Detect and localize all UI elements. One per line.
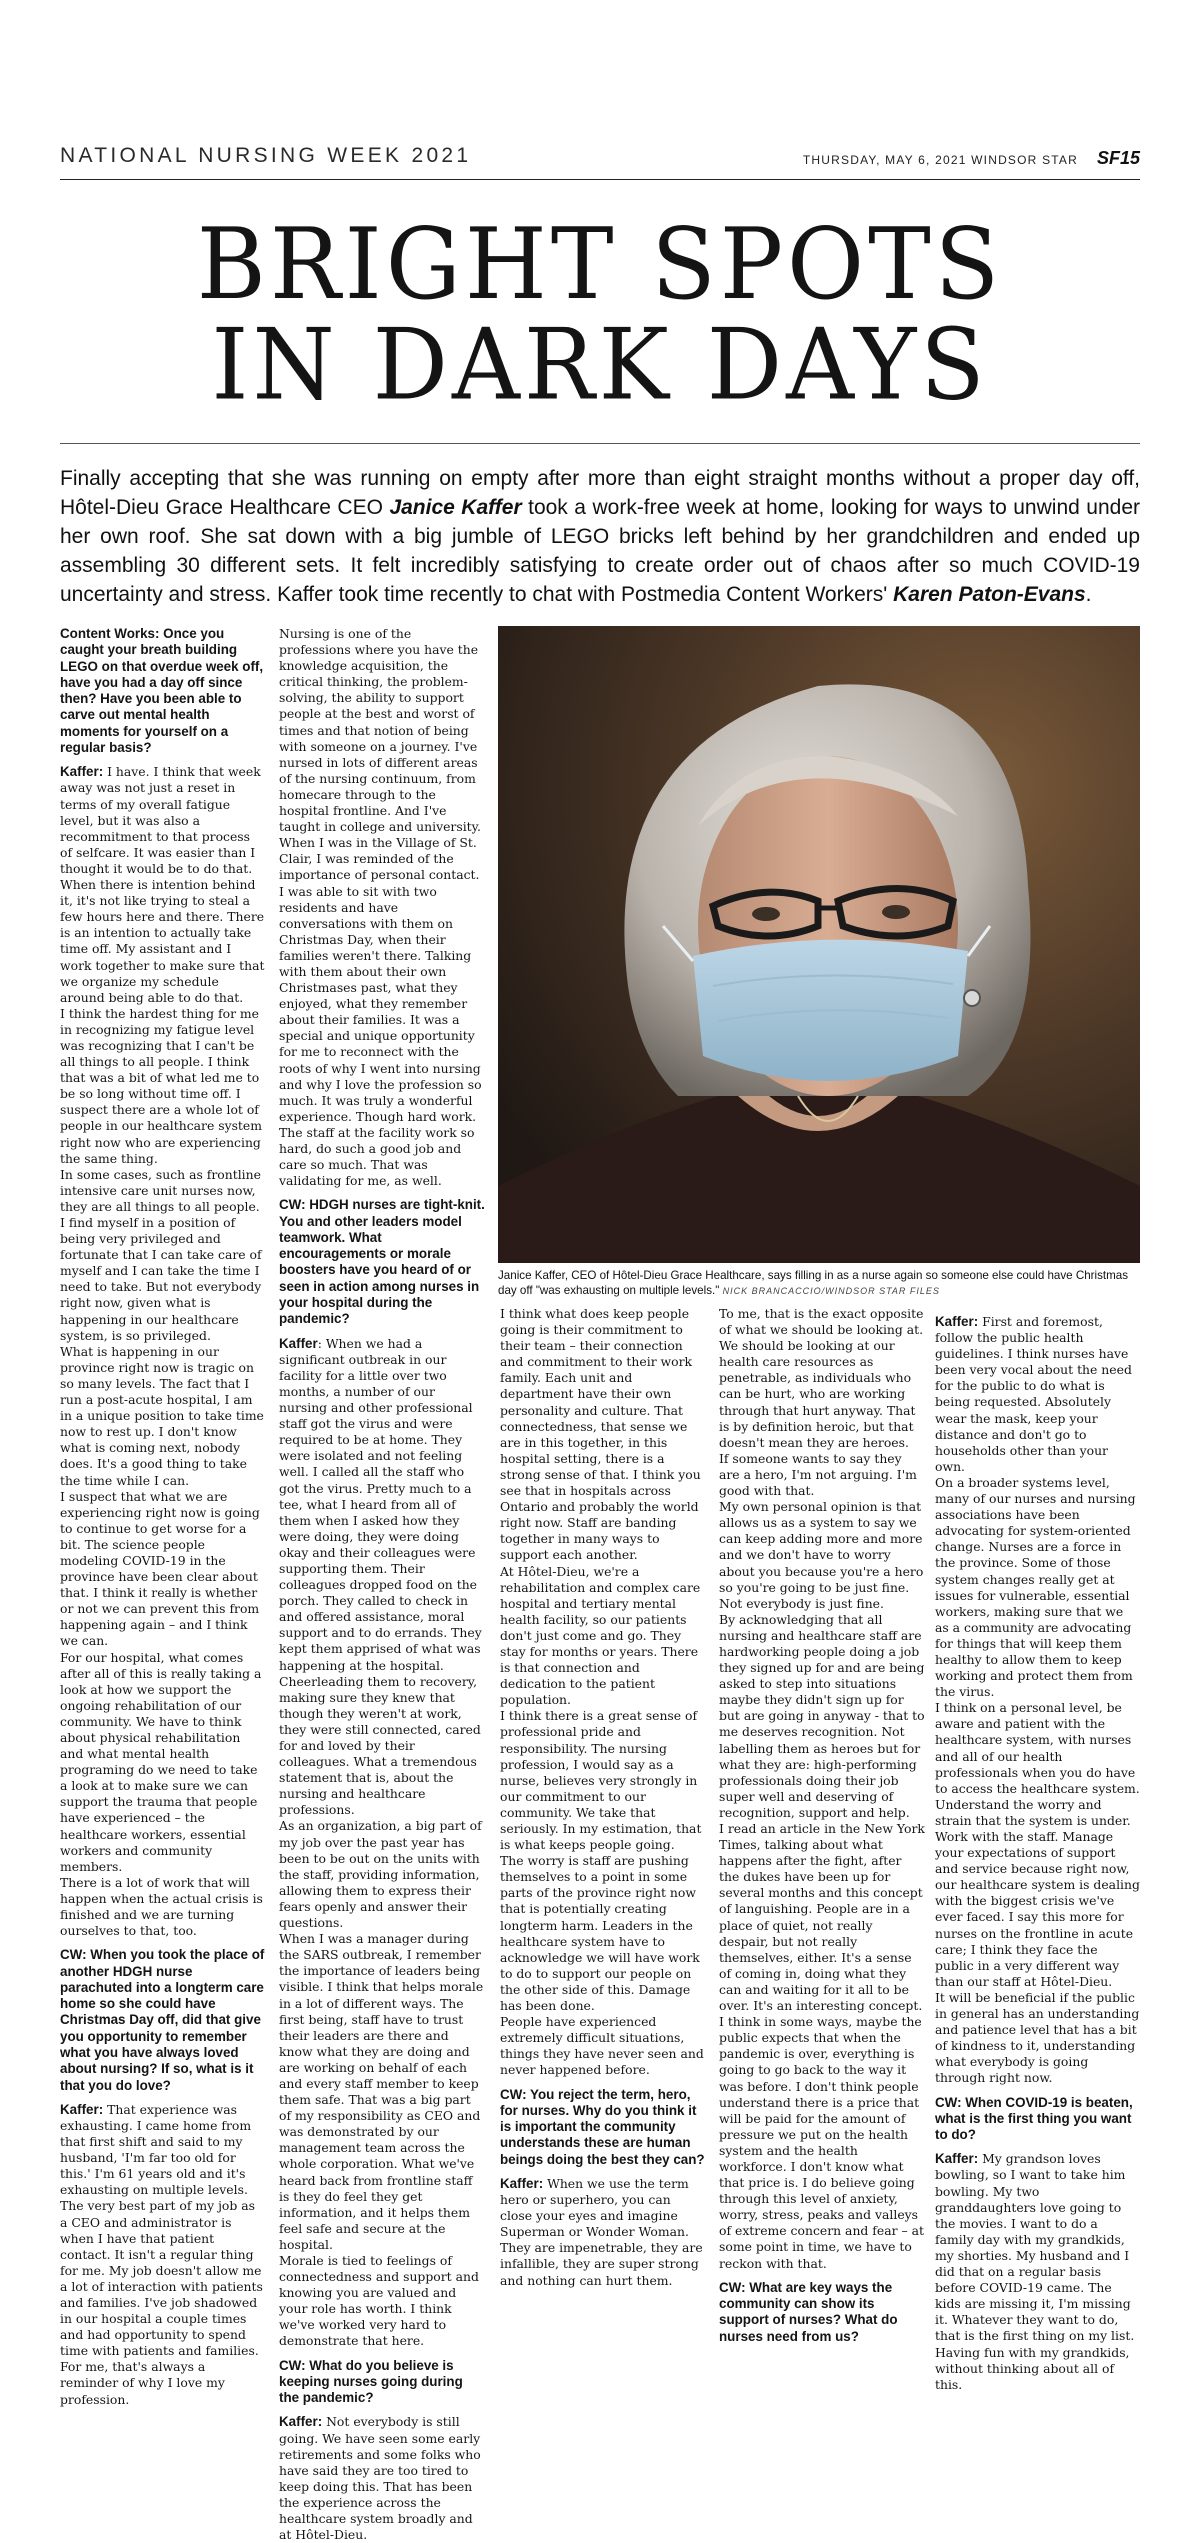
answer-label: Kaffer: bbox=[500, 2175, 544, 2191]
portrait-illustration bbox=[498, 626, 1140, 1263]
deck-text-2: took a work-free week at home, looking for ways to unwind under her own roof. She sat down with a big jumble of LEGO bricks left behind by her grandchildren and ended up assembling 30 different sets. It felt incredibly satisfying to create order out of chaos after so much COVID-19 uncertainty and stress. Kaffer took time recently to chat with Postmedia Content Workers' bbox=[60, 496, 1140, 606]
paragraph: People have experienced extremely difficult situations, things they have never seen and never happened before. bbox=[500, 2014, 704, 2078]
question-label: CW: bbox=[279, 2357, 306, 2373]
paragraph: For our hospital, what comes after all of this is really taking a look at how we support the ongoing rehabilitation of our community. We have to think about physical rehabilitation and what mental health programing do we need to take a look at to make sure we can support the trauma that people have experienced – the healthcare workers, essential workers and community members. bbox=[60, 1649, 262, 1874]
paragraph: My own personal opinion is that allows us as a system to say we can keep adding more and more and we don't have to worry about you because you're a hero so you're going to be just fine. Not everybody is just fine. bbox=[719, 1499, 924, 1611]
paragraph: The very best part of my job as a CEO and administrator is when I have that patient contact. It isn't a regular thing for me. My job doesn't allow me a lot of interaction with patients and families. I've job shadowed in our hospital a couple times and had opportunity to spend time with patients and families. For me, that's always a reminder of why I love my profession. bbox=[60, 2198, 263, 2407]
answer-text: That experience was exhausting. I came home from that first shift and said to my husband, 'I'm far too old for this.' I'm 61 years old and it's exhausting on multiple levels. bbox=[60, 2101, 252, 2198]
answer-label: Kaffer: bbox=[935, 1314, 979, 1329]
answer-text: When we use the term hero or superhero, you can close your eyes and imagine Superman or Wonder Woman. They are impenetrable, they are infallible, they are super strong and nothing can hurt them. bbox=[500, 2175, 703, 2288]
masthead bbox=[60, 140, 1140, 180]
question-5 bbox=[500, 2087, 706, 2168]
question-label: CW: bbox=[60, 1947, 87, 1963]
answer-2 bbox=[60, 2102, 265, 2199]
deck-name-author: Karen Paton-Evans bbox=[893, 583, 1086, 606]
answer-text: My grandson loves bowling, so I want to take him bowling. My two granddaughters love going to the movies. I want to do a family day with my grandkids, my shorties. My husband and I did that on a regular basis before COVID-19 came. The kids are missing it, I'm missing it. Whatever they want to do, that is the first thing on my list. Having fun with my grandkids, without thinking about all of this. bbox=[935, 2151, 1135, 2392]
answer-text: Not everybody is still going. We have seen some early retirements and some folks who have said they are too tired to keep doing this. That has been the experience across the healthcare system broadly and at Hôtel-Dieu. bbox=[279, 2414, 481, 2543]
answer-1 bbox=[60, 764, 265, 1005]
question-text: You reject the term, hero, for nurses. Why do you think it is important the community understands these are human beings doing the best they can? bbox=[500, 2086, 705, 2167]
headline-divider bbox=[60, 443, 1140, 444]
answer-label: Kaffer: bbox=[60, 764, 104, 780]
paragraph: I think in some ways, maybe the public expects that when the pandemic is over, everything is going to go back to the way it was before. I don't think people understand there is a price that will be paid for the amount of pressure we put on the health system and the health workforce. I don't know what that price is. I do believe going through this level of anxiety, worry, stress, peaks and valleys of extreme concern and fear – at some point in time, we have to reckon with that. bbox=[719, 2014, 924, 2271]
question-text: HDGH nurses are tight-knit. You and other leaders model teamwork. What encouragements or morale boosters have you heard of or seen in action among nurses in your hospital during the pandemic? bbox=[279, 1197, 485, 1327]
question-text: When COVID-19 is beaten, what is the first thing you want to do? bbox=[935, 2094, 1133, 2143]
page-number: SF15 bbox=[1096, 148, 1140, 168]
paragraph: At Hôtel-Dieu, we're a rehabilitation and complex care hospital and tertiary mental health facility, so our patients don't just come and go. They stay for months or years. There is that connection and dedication to the patient population. bbox=[500, 1563, 701, 1708]
deck-name-subject: Janice Kaffer bbox=[389, 496, 522, 519]
portrait-photo bbox=[498, 626, 1140, 1263]
paragraph: I think the hardest thing for me in recognizing my fatigue level was recognizing that I can't be all things to all people. I think that was a bit of what led me to be so long without time off. I suspect there are a whole lot of people in our healthcare system right now who are experiencing the same thing. bbox=[60, 1005, 262, 1166]
article-column-4 bbox=[719, 1306, 925, 2401]
answer-7 bbox=[935, 2151, 1140, 2392]
paragraph: What is happening in our province right now is tragic on so many levels. The fact that I run a post-acute hospital, I am in a unique position to take time now to rest up. I don't know what is coming next, nobody does. It's a good thing to take the time while I can. bbox=[60, 1343, 264, 1488]
paragraph: In some cases, such as frontline intensive care unit nurses now, they are all things to all people. I find myself in a position of being very privileged and fortunate that I can take care of myself and I can take the time I need to take. But not everybody right now, given what is happening in our healthcare system, is so privileged. bbox=[60, 1166, 262, 1343]
answer-label: Kaffer: bbox=[935, 2151, 979, 2167]
answer-label: Kaffer bbox=[279, 1335, 318, 1351]
article-column-3 bbox=[500, 1306, 706, 2401]
question-label: CW: bbox=[719, 2279, 746, 2295]
paragraph: As an organization, a big part of my job over the past year has been to be out on the units with the staff, providing information, allowing them to express their fears openly and answer their questions. bbox=[279, 1818, 482, 1931]
question-3 bbox=[279, 1197, 485, 1327]
answer-text: : When we had a significant outbreak in our facility for a little over two months, a number of our nursing and other professional staff got the virus and were required to be at home. They were isolated and not feeling well. I called all the staff who got the virus. Pretty much to a tee, what I heard from all of them when I asked how they were doing, they were doing okay and their colleagues were supporting them. Their colleagues dropped food on the porch. They called to check in and offered assistance, moral support and to do errands. They kept them apprised of what was happening at the hospital. Cheerleading them to recovery, making sure they knew that though they weren't at work, they were still connected, cared for and loved by their colleagues. What a tremendous statement that is, about the nursing and healthcare professions. bbox=[279, 1335, 482, 1818]
answer-6 bbox=[935, 1314, 1140, 1475]
question-6 bbox=[719, 2280, 925, 2345]
answer-label: Kaffer: bbox=[60, 2101, 104, 2117]
article-column-5 bbox=[935, 1306, 1140, 2401]
paragraph: On a broader systems level, many of our nurses and nursing associations have been advocating for system-oriented change. Nurses are a force in the province. Some of those system changes really get at issues for vulnerable, essential workers, making sure that we as a community are advocating for things that will keep them healthy to allow them to keep working and protect them from the virus. bbox=[935, 1474, 1136, 1700]
section-name: NATIONAL NURSING WEEK 2021 bbox=[60, 144, 472, 167]
article-column-2 bbox=[279, 626, 485, 2543]
question-text: Once you caught your breath building LEGO on that overdue week off, have you had a day off since then? Have you been able to carve out mental health moments for yourself on a regular basis? bbox=[60, 626, 264, 756]
paragraph: I think what does keep people going is their commitment to their team – their connection and commitment to their work family. Each unit and department have their own personality and culture. That connectedness, that sense we are in this together, in this hospital setting, there is a strong sense of that. I think you see that in hospitals across Ontario and probably the world right now. Staff are banding together in many ways to support each another. bbox=[500, 1306, 701, 1563]
question-label: Content Works: bbox=[60, 626, 160, 641]
paragraph: To me, that is the exact opposite of what we should be looking at. We should be looking at our health care resources as penetrable, as individuals who can be hurt, who are working through that hurt anyway. That is by definition heroic, but that doesn't mean they are heroes. bbox=[719, 1306, 924, 1450]
photo-caption bbox=[498, 1268, 1140, 1299]
answer-text: I have. I think that week away was not just a reset in terms of my overall fatigue level, but it was also a recommitment to that process of selfcare. It was easier than I thought it would be to do that. When there is intention behind it, it's not like trying to steal a few hours here and there. There is an intention to actually take time off. My assistant and I work together to make sure that we organize my schedule around being able to do that. bbox=[60, 764, 265, 1005]
question-2 bbox=[60, 1947, 265, 2094]
photo-credit: NICK BRANCACCIO/WINDSOR STAR FILES bbox=[722, 1286, 940, 1296]
issue-date: THURSDAY, MAY 6, 2021 WINDSOR STAR bbox=[802, 153, 1078, 167]
answer-label: Kaffer: bbox=[279, 2414, 323, 2430]
answer-4 bbox=[279, 2414, 485, 2543]
question-label: CW: bbox=[935, 2094, 962, 2110]
headline-line-1: BRIGHT SPOTS bbox=[196, 207, 1004, 323]
question-7 bbox=[935, 2095, 1140, 2144]
headline bbox=[60, 207, 1140, 423]
paragraph: There is a lot of work that will happen when the actual crisis is finished and we are turning ourselves to that, too. bbox=[60, 1874, 263, 1939]
paragraph: I think there is a great sense of professional pride and responsibility. The nursing profession, I would say as a nurse, believes very strongly in our commitment to our community. We take that seriously. In my estimation, that is what keeps people going. bbox=[500, 1708, 702, 1853]
answer-text: First and foremost, follow the public health guidelines. I think nurses have been very vocal about the need for the public to do what is being requested. Absolutely wear the mask, keep your distance and don't go to households other than your own. bbox=[935, 1314, 1132, 1474]
paragraph: It will be beneficial if the public in general has an understanding and patience level that has a bit of kindness to it, understanding what everybody is going through right now. bbox=[935, 1989, 1140, 2086]
question-label: CW: bbox=[279, 1197, 306, 1213]
paragraph: If someone wants to say they are a hero, I'm not arguing. I'm good with that. bbox=[719, 1450, 917, 1499]
deck-text-3: . bbox=[1085, 583, 1092, 606]
paragraph: I think on a personal level, be aware and patient with the healthcare system, with nurses and all of our health professionals when you do have to access the healthcare system. Understand the worry and strain that the system is under. Work with the staff. Manage your expectations of support and service because right now, our healthcare system is dealing with the biggest crisis we've ever faced. I say this more for nurses on the frontline in acute care; I think they face the public in a very different way than our staff at Hôtel-Dieu. bbox=[935, 1700, 1140, 1989]
caption-text: Janice Kaffer, CEO of Hôtel-Dieu Grace Healthcare, says filling in as a nurse again so someone else could have Christmas day off "was exhausting on multiple levels." bbox=[498, 1269, 1129, 1297]
paragraph: Nursing is one of the professions where you have the knowledge acquisition, the critical thinking, the problem-solving, the ability to support people at the best and worst of times and that notion of being with someone on a journey. I've nursed in lots of different areas of the nursing continuum, from homecare through to the hospital frontline. And I've taught in college and university. When I was in the Village of St. Clair, I was reminded of the importance of personal contact. I was able to sit with two residents and have conversations with them on Christmas Day, when their families weren't there. Talking with them about their own Christmases past, what they enjoyed, what they remember about their families. It was a special and unique opportunity for me to reconnect with the roots of why I went into nursing and why I love the profession so much. It was truly a wonderful experience. Though hard work. The staff at the facility work so hard, do such a good job and care so much. That was validating for me, as well. bbox=[279, 626, 482, 1189]
article-deck bbox=[60, 464, 1140, 609]
question-text: What do you believe is keeping nurses going during the pandemic? bbox=[279, 2357, 463, 2406]
paragraph: I suspect that what we are experiencing right now is going to continue to get worse for a bit. The science people modeling COVID-19 in the province have been clear about that. I think it really is whether or not we can prevent this from happening again – and I think we can. bbox=[60, 1488, 260, 1649]
question-text: What are key ways the community can show its support of nurses? What do nurses need from us? bbox=[719, 2279, 898, 2344]
article-column-1 bbox=[60, 626, 265, 2407]
question-text: When you took the place of another HDGH nurse parachuted into a longterm care home so she could have Christmas Day off, did that give you opportunity to remember what you have always loved about nursing? If so, what is it that you do love? bbox=[60, 1947, 265, 2093]
question-1 bbox=[60, 626, 265, 756]
headline-line-2: IN DARK DAYS bbox=[211, 308, 989, 423]
deck-text-1: Finally accepting that she was running on empty after more than eight straight months without a proper day off, Hôtel-Dieu Grace Healthcare CEO bbox=[60, 467, 1140, 519]
paragraph: The worry is staff are pushing themselves to a point in some parts of the province right now that is potentially creating longterm harm. Leaders in the healthcare system have to acknowledge we will have work to do to support our people on the other side of this. Damage has been done. bbox=[500, 1853, 700, 2014]
paragraph: I read an article in the New York Times, talking about what happens after the fight, after the dukes have been up for several months and this concept of languishing. People are in a place of quiet, not really despair, but not really themselves, either. It's a sense of coming in, doing what they can and waiting for it all to be over. It's an interesting concept. bbox=[719, 1821, 925, 2014]
paragraph: Morale is tied to feelings of connectedness and support and knowing you are valued and your role has worth. I think we've worked very hard to demonstrate that here. bbox=[279, 2253, 479, 2349]
answer-3 bbox=[279, 1336, 485, 1819]
answer-5 bbox=[500, 2176, 706, 2289]
paragraph: By acknowledging that all nursing and healthcare staff are hardworking people doing a job they signed up for and are being asked to step into situations maybe they didn't sign up for but are going in anyway - that to me deserves recognition. Not labelling them as heroes but for what they are: high-performing professionals doing their job super well and deserving of recognition, support and help. bbox=[719, 1611, 925, 1820]
paragraph: When I was a manager during the SARS outbreak, I remember the importance of leaders being visible. I think that helps morale in a lot of different ways. The first being, staff have to trust their leaders are there and know what they are doing and are working on behalf of each and every staff member to keep them safe. That was a big part of my responsibility as CEO and was demonstrated by our management team across the whole corporation. What we've heard back from frontline staff is they do feel they get information, and it helps them feel safe and secure at the hospital. bbox=[279, 1931, 484, 2252]
question-label: CW: bbox=[500, 2086, 527, 2102]
question-4 bbox=[279, 2358, 485, 2407]
